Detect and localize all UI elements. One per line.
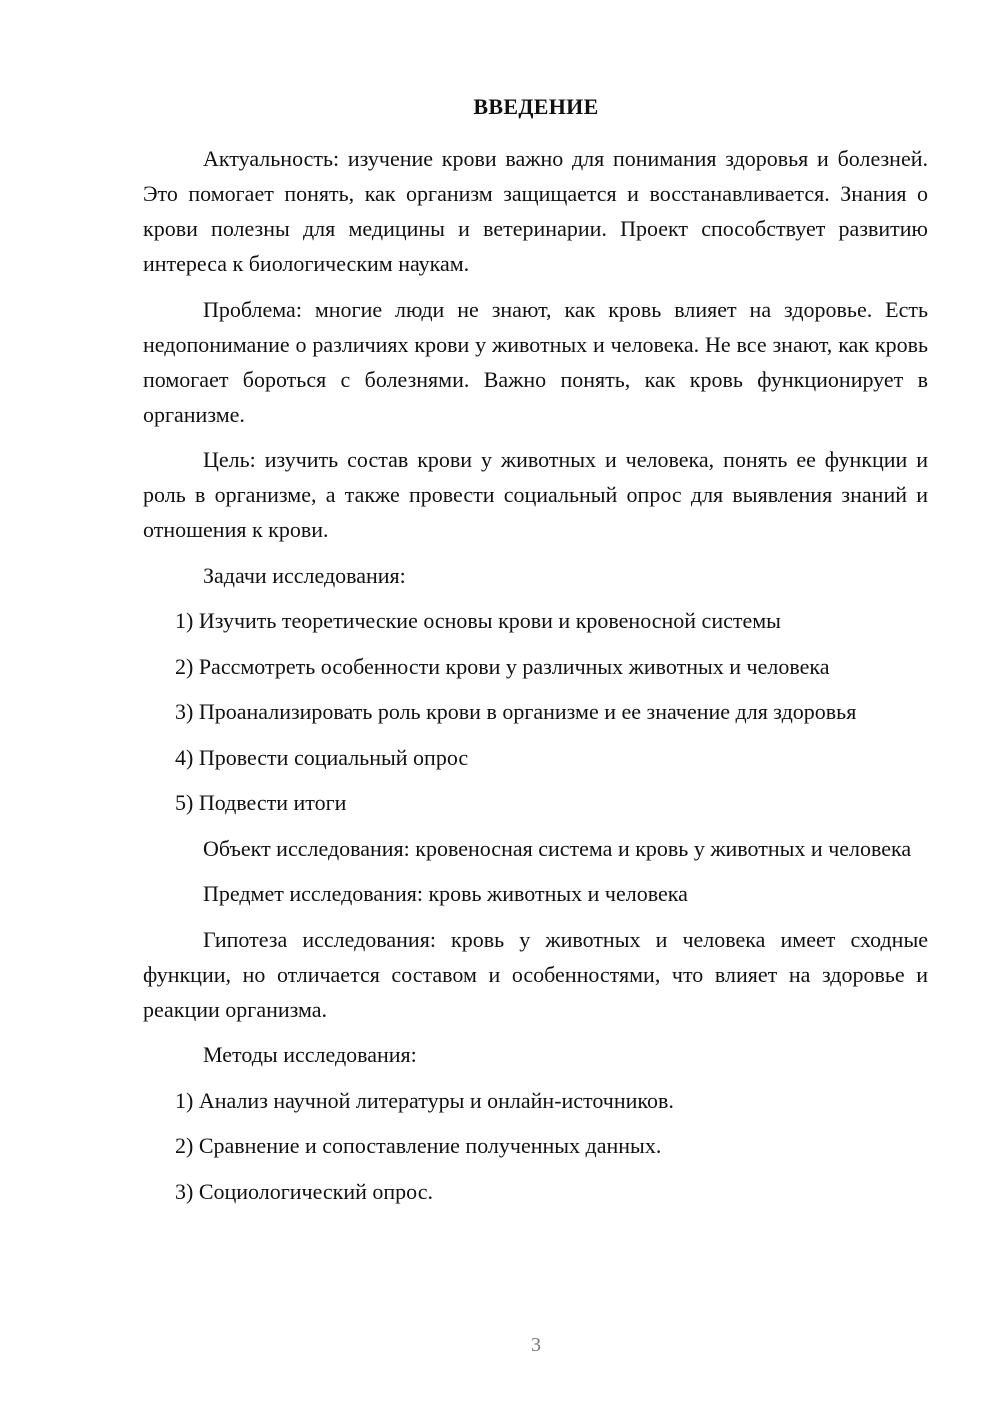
tasks-heading: Задачи исследования:: [203, 562, 406, 588]
hypothesis-paragraph: Гипотеза исследования: кровь у животных и человека имеет сходные функции, но отличается составом и особенностями, что влияет на здоровье и реакции организма.: [143, 926, 928, 1022]
method-item: 1) Анализ научной литературы и онлайн-источников.: [175, 1087, 674, 1113]
page-title: ВВЕДЕНИЕ: [473, 94, 599, 119]
method-item: 2) Сравнение и сопоставление полученных данных.: [175, 1133, 662, 1158]
subject-paragraph: Предмет исследования: кровь животных и человека: [203, 881, 688, 906]
object-paragraph: Объект исследования: кровеносная система и кровь у животных и человека: [203, 835, 912, 861]
goal-paragraph: Цель: изучить состав крови у животных и человека, понять ее функции и роль в организме, а также провести социальный опрос для выявления знаний и отношения к крови.: [143, 447, 928, 542]
task-item: 1) Изучить теоретические основы крови и кровеносной системы: [175, 608, 781, 633]
task-item: 4) Провести социальный опрос: [175, 744, 469, 770]
methods-heading: Методы исследования:: [203, 1042, 417, 1067]
problem-paragraph: Проблема: многие люди не знают, как кровь влияет на здоровье. Есть недопонимание о различиях крови у животных и человека. Не все знают, как кровь помогает бороться с болезнями. Важно понять, как кровь функционирует в организме.: [143, 296, 928, 427]
relevance-paragraph: Актуальность: изучение крови важно для понимания здоровья и болезней. Это помогает понять, как организм защищается и восстанавливается. Знания о крови полезны для медицины и ветеринарии. Проект способствует развитию интереса к биологическим наукам.: [143, 146, 928, 276]
method-item: 3) Социологический опрос.: [175, 1178, 433, 1204]
task-item: 3) Проанализировать роль крови в организме и ее значение для здоровья: [175, 699, 857, 724]
page-number: 3: [531, 1334, 541, 1356]
task-item: 2) Рассмотреть особенности крови у различных животных и человека: [175, 653, 830, 679]
document-body: [143, 141, 928, 1219]
task-item: 5) Подвести итоги: [175, 790, 347, 815]
